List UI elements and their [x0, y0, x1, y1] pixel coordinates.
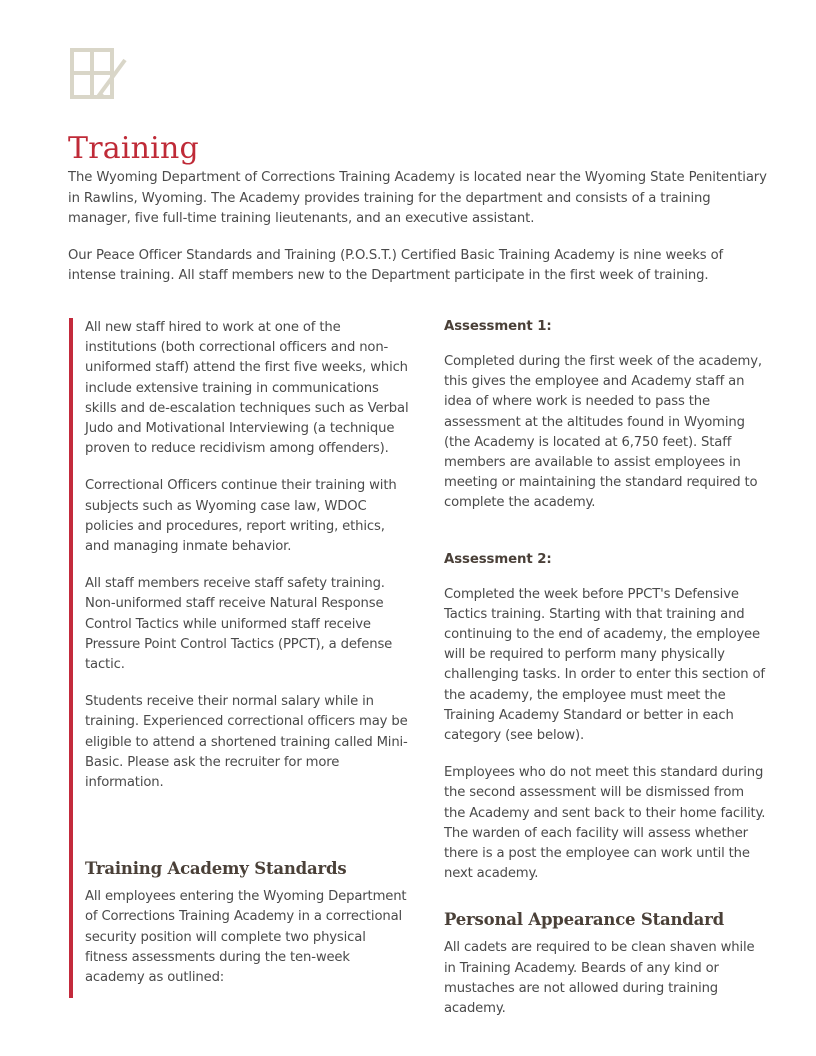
right-column	[444, 318, 769, 1036]
intro-paragraph-1: The Wyoming Department of Corrections Training Academy is located near the Wyoming State Penitentiary in Rawlins, Wyoming. The Academy provides training for the department and consists of a training manager, five full-time training lieutenants, and an executive assistant.	[68, 170, 767, 226]
personal-appearance-standard-heading: Personal Appearance Standard	[444, 910, 724, 930]
assessment-1-paragraph: Completed during the first week of the academy, this gives the employee and Academy staff an idea of where work is needed to pass the assessment at the altitudes found in Wyoming (the Academy is located at 6,750 feet). Staff members are available to assist employees in meeting or maintaining the standard required to complete the academy.	[444, 354, 762, 511]
window-pencil-icon	[68, 46, 130, 108]
assessment-spacer	[444, 531, 769, 551]
appearance-spacer	[444, 901, 769, 909]
left-paragraph-4: Students receive their normal salary while in training. Experienced correctional officers may be eligible to attend a shortened training called Mini-Basic. Please ask the recruiter for more information.	[85, 694, 408, 791]
training-academy-standards-paragraph: All employees entering the Wyoming Department of Corrections Training Academy in a correctional security position will complete two physical fitness assessments during the ten-week academy as outlined:	[85, 889, 407, 986]
left-accent-bar	[69, 318, 73, 998]
left-paragraph-1: All new staff hired to work at one of the institutions (both correctional officers and non-uniformed staff) attend the first five weeks, which include extensive training in communications skills and de-escalation techniques such as Verbal Judo and Motivational Interviewing (a technique proven to reduce recidivism among offenders).	[85, 320, 409, 457]
left-column	[85, 318, 410, 1005]
intro-paragraph-2: Our Peace Officer Standards and Training (P.O.S.T.) Certified Basic Training Academy is nine weeks of intense training. All staff members new to the Department participate in the first week of training.	[68, 247, 724, 283]
assessment-2-heading: Assessment 2:	[444, 551, 552, 567]
left-paragraph-3: All staff members receive staff safety training. Non-uniformed staff receive Natural Response Control Tactics while uniformed staff receive Pressure Point Control Tactics (PPCT), a defense tactic.	[85, 576, 393, 673]
left-paragraph-2: Correctional Officers continue their training with subjects such as Wyoming case law, WDOC policies and procedures, report writing, ethics, and managing inmate behavior.	[85, 478, 397, 555]
left-column-spacer	[85, 810, 410, 858]
assessment-2-paragraph-1: Completed the week before PPCT's Defensive Tactics training. Starting with that training and continuing to the end of academy, the employee will be required to perform many physically challenging tasks. In order to enter this section of the academy, the employee must meet the Training Academy Standard or better in each category (see below).	[444, 586, 765, 744]
page-title: Training	[68, 131, 199, 167]
training-academy-standards-heading: Training Academy Standards	[85, 859, 347, 879]
assessment-1-heading: Assessment 1:	[444, 319, 552, 334]
personal-appearance-standard-paragraph: All cadets are required to be clean shaven while in Training Academy. Beards of any kind or mustaches are not allowed during training academy.	[444, 940, 755, 1017]
intro-section	[68, 168, 768, 287]
assessment-2-paragraph-2: Employees who do not meet this standard during the second assessment will be dismissed from the Academy and sent back to their home facility. The warden of each facility will assess whether there is a post the employee can work until the next academy.	[444, 765, 766, 882]
